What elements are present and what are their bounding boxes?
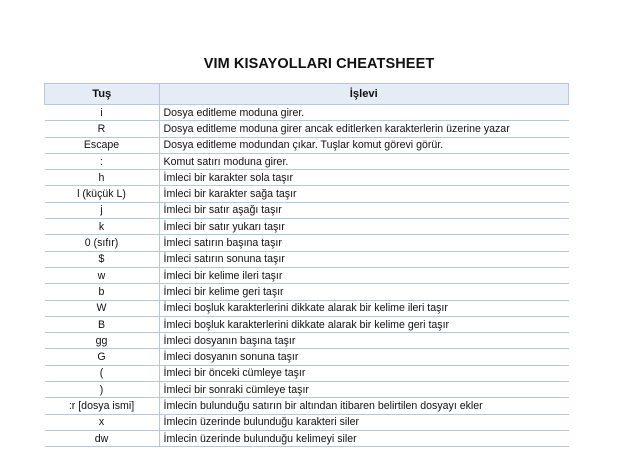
table-row [45,202,569,218]
table-row [45,333,569,349]
table-row [45,105,569,121]
table-row [45,300,569,316]
table-row [45,121,569,137]
shortcut-key: B [45,316,160,332]
page-title: VIM KISAYOLLARI CHEATSHEET [203,56,435,72]
shortcut-description: İmleci satırın sonuna taşır [159,251,569,267]
shortcut-key: ) [45,382,160,398]
column-header-key: Tuş [45,84,160,105]
table-row [45,170,569,186]
shortcut-description: İmleci bir kelime ileri taşır [159,267,569,283]
table-row [45,235,569,251]
shortcut-key: $ [45,251,160,267]
shortcut-description: İmleci satırın başına taşır [159,235,569,251]
shortcut-key: : [45,153,160,169]
shortcut-table [44,83,569,447]
table-row [45,137,569,153]
shortcut-description: İmleci bir satır aşağı taşır [159,202,569,218]
table-row [45,365,569,381]
shortcut-key: dw [45,430,160,446]
shortcut-key: gg [45,333,160,349]
shortcut-key: k [45,219,160,235]
table-row [45,349,569,365]
shortcut-description: Komut satırı moduna girer. [159,153,569,169]
shortcut-description: İmleci bir satır yukarı taşır [159,219,569,235]
shortcut-description: İmlecin üzerinde bulunduğu karakteri siler [159,414,569,430]
table-row [45,251,569,267]
table-row [45,153,569,169]
shortcut-key: R [45,121,160,137]
table-header-row [45,84,569,105]
table-row [45,186,569,202]
shortcut-description: İmleci boşluk karakterlerini dikkate alarak bir kelime geri taşır [159,316,569,332]
shortcut-key: :r [dosya ismi] [45,398,160,414]
shortcut-key: 0 (sıfır) [45,235,160,251]
table-row [45,284,569,300]
table-row [45,267,569,283]
table-row [45,398,569,414]
table-row [45,430,569,446]
shortcut-key: Escape [45,137,160,153]
shortcut-description: İmleci bir sonraki cümleye taşır [159,382,569,398]
shortcut-key: G [45,349,160,365]
table-row [45,382,569,398]
shortcut-key: ( [45,365,160,381]
shortcut-description: İmleci dosyanın başına taşır [159,333,569,349]
shortcut-key: i [45,105,160,121]
table-body [45,105,569,447]
shortcut-key: w [45,267,160,283]
shortcut-key: W [45,300,160,316]
table-row [45,414,569,430]
shortcut-key: h [45,170,160,186]
table-row [45,219,569,235]
shortcut-description: Dosya editleme moduna girer ancak editlerken karakterlerin üzerine yazar [159,121,569,137]
shortcut-description: Dosya editleme modundan çıkar. Tuşlar komut görevi görür. [159,137,569,153]
table-row [45,316,569,332]
shortcut-key: x [45,414,160,430]
shortcut-description: İmleci boşluk karakterlerini dikkate alarak bir kelime ileri taşır [159,300,569,316]
shortcut-description: Dosya editleme moduna girer. [159,105,569,121]
shortcut-description: İmleci bir önceki cümleye taşır [159,365,569,381]
shortcut-description: İmlecin bulunduğu satırın bir altından itibaren belirtilen dosyayı ekler [159,398,569,414]
shortcut-description: İmlecin üzerinde bulunduğu kelimeyi siler [159,430,569,446]
shortcut-key: b [45,284,160,300]
shortcut-key: j [45,202,160,218]
shortcut-description: İmleci dosyanın sonuna taşır [159,349,569,365]
shortcut-description: İmleci bir karakter sağa taşır [159,186,569,202]
shortcut-key: l (küçük L) [45,186,160,202]
shortcut-description: İmleci bir karakter sola taşır [159,170,569,186]
shortcut-description: İmleci bir kelime geri taşır [159,284,569,300]
column-header-function: İşlevi [159,84,569,105]
